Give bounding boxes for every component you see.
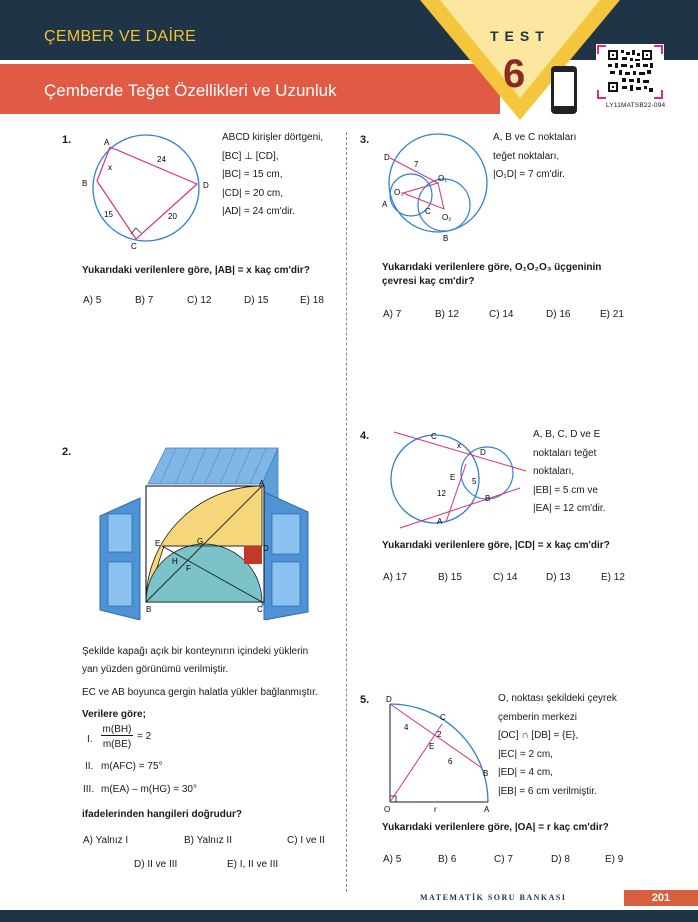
q1-given-line: |AD| = 24 cm'dir. [222, 206, 295, 217]
q4-given-line: |EA| = 12 cm'dir. [533, 503, 606, 514]
q4-given-line: |EB| = 5 cm ve [533, 484, 598, 496]
q4-lbl-a: A [437, 517, 443, 526]
q1-lbl-b: B [82, 179, 88, 188]
q2-option-c[interactable]: C) I ve II [287, 835, 325, 846]
q4-lbl-b: B [485, 494, 491, 503]
q4-given [533, 426, 605, 519]
q4-number: 4. [360, 430, 370, 442]
q1-figure [80, 134, 220, 250]
q5-given-line: çemberin merkezi [498, 711, 577, 723]
test-number: 6 [503, 52, 526, 96]
q2-lbl-a: A [259, 479, 265, 488]
q5-option-c[interactable]: C) 7 [494, 854, 513, 865]
test-label: TEST [490, 28, 550, 44]
q5-lbl-c: C [440, 713, 446, 722]
column-divider [346, 132, 347, 892]
q5-figure [380, 692, 496, 816]
q3-lbl-c: C [425, 207, 431, 216]
q5-question: Yukarıdaki verilenlere göre, |OA| = r kaç cm'dir? [382, 822, 609, 833]
q4-given-line: noktaları teğet [533, 447, 597, 459]
q5-lbl-2: 2 [437, 730, 442, 739]
q2-option-e[interactable]: E) I, II ve III [227, 859, 279, 870]
q2-s3-label: III. [83, 784, 95, 795]
q3-question-line1: Yukarıdaki verilenlere göre, O₁O₂O₃ üçgeninin [382, 262, 602, 273]
q1-given-line: |BC| = 15 cm, [222, 169, 283, 180]
q3-lbl-a: A [382, 200, 388, 209]
q4-lbl-12: 12 [437, 489, 446, 498]
q2-text-3: EC ve AB boyunca gergin halatla yükler bağlanmıştır. [82, 687, 318, 698]
q3-given [493, 129, 576, 185]
q2-given-title: Verilere göre; [82, 709, 146, 720]
q3-given-line: teğet noktaları, [493, 150, 560, 162]
q1-lbl-a: A [104, 138, 110, 147]
q1-lbl-15: 15 [104, 210, 113, 219]
q3-given-line: A, B ve C noktaları [493, 132, 577, 143]
q1-lbl-c: C [131, 242, 137, 250]
q2-text-1: Şekilde kapağı açık bir konteynırın içindeki yüklerin [82, 646, 309, 657]
q2-s1-denominator: m(BE) [102, 739, 132, 750]
q2-s1-label: I. [87, 734, 93, 745]
q1-option-a[interactable]: A) 5 [83, 295, 102, 306]
q1-given-line: [BC] ⊥ [CD], [222, 150, 279, 162]
q2-s1-numerator: m(BH) [102, 724, 132, 735]
q5-option-a[interactable]: A) 5 [383, 854, 402, 865]
qr-code-label: LY11MATSB22-094 [606, 102, 666, 109]
q5-given-line: O, noktası şekildeki çeyrek [498, 693, 617, 704]
q2-figure [96, 444, 312, 620]
q5-option-d[interactable]: D) 8 [551, 854, 570, 865]
q2-lbl-b: B [146, 605, 152, 614]
q2-text-2: yan yüzden görünümü verilmiştir. [82, 664, 229, 675]
q1-lbl-24: 24 [157, 155, 166, 164]
q4-question: Yukarıdaki verilenlere göre, |CD| = x kaç cm'dir? [382, 540, 610, 551]
q5-number: 5. [360, 694, 370, 706]
q1-given-line: ABCD kirişler dörtgeni, [222, 132, 324, 143]
q2-s2-text: m(AFC) = 75° [101, 761, 163, 772]
q1-number: 1. [62, 134, 72, 146]
q3-question-line2: çevresi kaç cm'dir? [382, 276, 475, 287]
q2-number: 2. [62, 446, 72, 458]
q2-option-d[interactable]: D) II ve III [134, 859, 178, 870]
q3-option-e[interactable]: E) 21 [600, 309, 624, 320]
q1-option-b[interactable]: B) 7 [135, 295, 154, 306]
q2-lbl-e: E [155, 539, 161, 548]
q3-option-c[interactable]: C) 14 [489, 309, 514, 320]
q2-s2-label: II. [85, 761, 94, 772]
q1-option-c[interactable]: C) 12 [187, 295, 212, 306]
q1-lbl-20: 20 [168, 212, 177, 221]
q4-lbl-5: 5 [472, 477, 477, 486]
q3-lbl-o3: O₃ [394, 188, 404, 197]
q3-option-d[interactable]: D) 16 [546, 309, 571, 320]
q4-lbl-d: D [480, 448, 486, 457]
q3-lbl-b: B [443, 234, 449, 243]
q3-option-a[interactable]: A) 7 [383, 309, 402, 320]
q2-question: ifadelerinden hangileri doğrudur? [82, 809, 243, 820]
q2-lbl-g: G [197, 537, 204, 546]
q1-option-d[interactable]: D) 15 [244, 295, 269, 306]
q5-given-line: [OC] ∩ [DB] = {E}, [498, 730, 579, 741]
qr-code-icon[interactable] [596, 44, 664, 100]
q2-lbl-f: F [186, 564, 191, 573]
q4-option-d[interactable]: D) 13 [546, 572, 571, 583]
q4-given-line: A, B, C, D ve E [533, 429, 601, 440]
section-title: Çemberde Teğet Özellikleri ve Uzunluk [44, 81, 337, 100]
q5-given [498, 690, 617, 801]
q1-lbl-d: D [203, 181, 209, 190]
q4-lbl-x: x [457, 441, 461, 450]
q2-lbl-c: C [257, 605, 263, 614]
q2-lbl-d: D [263, 544, 269, 553]
q2-s1-value: = 2 [137, 731, 152, 742]
q3-given-line: |O₁D| = 7 cm'dir. [493, 169, 565, 180]
q5-lbl-d: D [386, 695, 392, 704]
q3-lbl-o1: O₁ [438, 174, 447, 183]
q4-option-c[interactable]: C) 14 [493, 572, 518, 583]
q1-given [222, 129, 323, 222]
footer-bar [0, 910, 698, 922]
q5-lbl-o: O [384, 805, 391, 814]
q4-lbl-c: C [431, 432, 437, 441]
q4-lbl-e: E [450, 473, 456, 482]
q2-option-a[interactable]: A) Yalnız I [83, 835, 129, 846]
q2-s3-text: m(EA) – m(HG) = 30° [101, 784, 197, 795]
q1-given-line: |CD| = 20 cm, [222, 187, 284, 199]
q5-lbl-e: E [429, 742, 435, 751]
q3-number: 3. [360, 134, 370, 146]
q1-question: Yukarıdaki verilenlere göre, |AB| = x kaç cm'dir? [82, 265, 310, 276]
q1-lbl-x: x [108, 163, 112, 172]
q4-option-e[interactable]: E) 12 [601, 572, 625, 583]
q5-lbl-a: A [484, 805, 490, 814]
q5-given-line: |EC| = 2 cm, [498, 748, 553, 760]
q5-lbl-4: 4 [404, 723, 409, 732]
q5-lbl-6: 6 [448, 757, 453, 766]
q4-figure [380, 428, 530, 532]
q3-option-b[interactable]: B) 12 [435, 309, 459, 320]
q5-given-line: |EB| = 6 cm verilmiştir. [498, 785, 597, 797]
q4-option-a[interactable]: A) 17 [383, 572, 407, 583]
q2-option-b[interactable]: B) Yalnız II [184, 835, 232, 846]
q5-lbl-r: r [434, 805, 437, 814]
q4-given-line: noktaları, [533, 466, 575, 477]
q3-lbl-o2: O₂ [442, 213, 452, 222]
q3-lbl-d: D [384, 153, 390, 162]
chapter-title: ÇEMBER VE DAİRE [44, 28, 197, 45]
footer-brand: MATEMATİK SORU BANKASI [420, 893, 567, 902]
page-number: 201 [624, 890, 698, 906]
q5-option-b[interactable]: B) 6 [438, 854, 457, 865]
q3-figure [378, 132, 490, 244]
q4-option-b[interactable]: B) 15 [438, 572, 462, 583]
q1-option-e[interactable]: E) 18 [300, 295, 324, 306]
page-footer [0, 884, 698, 922]
q5-lbl-b: B [483, 769, 489, 778]
q2-lbl-h: H [172, 557, 178, 566]
phone-icon [551, 66, 577, 114]
q5-option-e[interactable]: E) 9 [605, 854, 624, 865]
q3-lbl-7: 7 [414, 160, 419, 169]
q5-given-line: |ED| = 4 cm, [498, 767, 553, 778]
